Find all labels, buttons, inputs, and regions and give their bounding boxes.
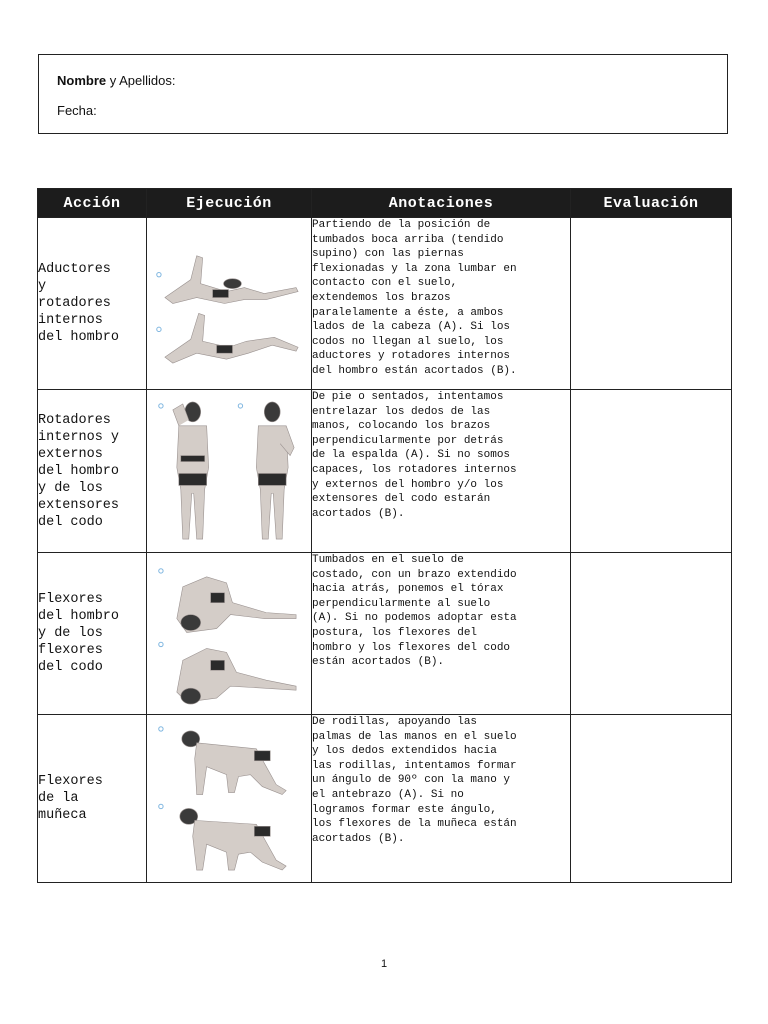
column-header-accion: Acción — [38, 189, 147, 218]
marker-b-icon — [159, 804, 163, 808]
column-header-evaluacion: Evaluación — [571, 189, 732, 218]
table-row — [38, 553, 732, 715]
lying-figure-b-icon — [165, 313, 298, 363]
evaluacion-cell[interactable] — [571, 715, 732, 883]
marker-a-icon — [159, 404, 163, 408]
anotaciones-cell: De rodillas, apoyando las palmas de las manos en el suelo y los dedos extendidos hacia las rodillas, intentamos formar un ángulo de 90º con la mano y el antebrazo (A). Si no logramos formar este ángulo, los flexores de la muñeca están acortados (B). — [312, 715, 571, 883]
evaluacion-cell[interactable] — [571, 553, 732, 715]
table-row — [38, 390, 732, 553]
marker-a-icon — [159, 569, 163, 573]
marker-b-icon — [238, 404, 242, 408]
kneeling-figure-b-icon — [180, 808, 286, 870]
ejecucion-figure-cell — [147, 715, 312, 883]
table-row — [38, 715, 732, 883]
student-info-box — [38, 54, 728, 134]
anotaciones-cell: Tumbados en el suelo de costado, con un brazo extendido hacia atrás, ponemos el tórax perpendicularmente al suelo (A). Si no podemos adoptar esta postura, los flexores del hombro y los flexores del codo están acortados (B). — [312, 553, 571, 715]
evaluacion-cell[interactable] — [571, 218, 732, 390]
ejecucion-figure-cell — [147, 390, 312, 553]
standing-figure-b-icon — [256, 402, 294, 539]
column-header-anotaciones: Anotaciones — [312, 189, 571, 218]
table-row — [38, 218, 732, 390]
name-label-rest: y Apellidos: — [106, 73, 176, 88]
standing-figure-a-icon — [173, 402, 209, 539]
evaluacion-cell[interactable] — [571, 390, 732, 553]
name-label-bold: Nombre — [57, 73, 107, 88]
ejecucion-figure-cell — [147, 218, 312, 390]
name-field-label — [57, 73, 176, 88]
side-lying-figure-a-icon — [177, 577, 296, 633]
marker-a-icon — [159, 727, 163, 731]
exercise-table — [37, 188, 732, 883]
accion-cell: Flexores de la muñeca — [38, 715, 147, 883]
accion-cell: Flexores del hombro y de los flexores del codo — [38, 553, 147, 715]
marker-b-icon — [159, 642, 163, 646]
standing-back-clasp-illustration — [147, 390, 311, 552]
table-header-row — [38, 189, 732, 218]
accion-cell: Aductores y rotadores internos del hombro — [38, 218, 147, 390]
marker-a-icon — [157, 272, 161, 276]
page-number: 1 — [380, 958, 388, 970]
kneeling-wrist-stretch-illustration — [147, 715, 311, 882]
date-field-label: Fecha: — [57, 103, 97, 118]
supine-stretch-illustration — [147, 218, 311, 389]
marker-b-icon — [157, 327, 161, 331]
anotaciones-cell: De pie o sentados, intentamos entrelazar los dedos de las manos, colocando los brazos perpendicularmente por detrás de la espalda (A). Si no somos capaces, los rotadores internos y externos del hombro y/o los extensores del codo estarán acortados (B). — [312, 390, 571, 553]
anotaciones-cell: Partiendo de la posición de tumbados boca arriba (tendido supino) con las piernas flexionadas y la zona lumbar en contacto con el suelo, extendemos los brazos paralelamente a éste, a ambos lados de la cabeza (A). Si los codos no llegan al suelo, los aductores y rotadores internos del hombro están acortados (B). — [312, 218, 571, 390]
lying-figure-a-icon — [165, 256, 298, 304]
side-lying-figure-b-icon — [177, 648, 296, 704]
column-header-ejecucion: Ejecución — [147, 189, 312, 218]
ejecucion-figure-cell — [147, 553, 312, 715]
kneeling-figure-a-icon — [182, 731, 286, 795]
side-lying-stretch-illustration — [147, 553, 311, 714]
accion-cell: Rotadores internos y externos del hombro y de los extensores del codo — [38, 390, 147, 553]
